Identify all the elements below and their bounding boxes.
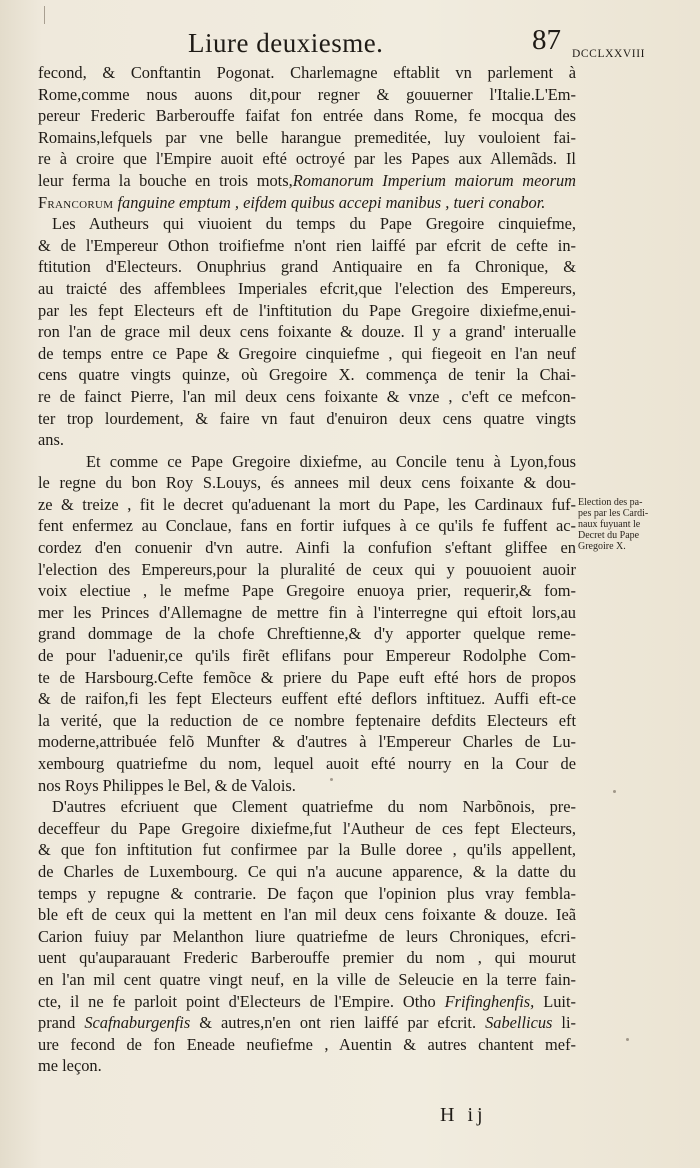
text-line (38, 1034, 576, 1056)
text-run: au traicté des affemblees Imperiales efcrit,que l'election des Empereurs, (38, 278, 576, 298)
text-run: & de raifon,fi les fept Electeurs euffent efté deflors inftituez. Auffi eft-ce (38, 689, 576, 709)
marginal-note-line: naux fuyuant le (578, 519, 641, 530)
body-text (38, 62, 576, 1077)
text-run: ron l'an de grace mil deux cens foixante & douze. Il y a grand' interualle (38, 322, 576, 342)
text-line (38, 148, 576, 170)
text-line (38, 515, 576, 537)
text-run: ure fecond de fon Eneade neufiefme , Auentin & autres chantent mef- (38, 1034, 576, 1054)
text-run: pereur Frederic Barberouffe faifat fon entrée dans Rome, fe mocqua des (38, 106, 576, 126)
text-run: Carion fuiuy par Melanthon liure quatriefme de leurs Chroniques, efcri- (38, 926, 576, 946)
italic-text: Scafnaburgenfis (84, 1013, 191, 1033)
text-line (38, 667, 576, 689)
text-run: leur ferma la bouche en trois mots, (38, 170, 293, 190)
text-line (38, 84, 576, 106)
text-line (38, 969, 576, 991)
text-line (38, 688, 576, 710)
small-caps-text: Francorum (38, 192, 114, 212)
text-line (38, 256, 576, 278)
text-line (38, 731, 576, 753)
text-run: ftitution d'Electeurs. Onuphrius grand Antiquaire en fa Chronique, & (38, 257, 576, 277)
text-line (38, 1012, 576, 1034)
text-run: mer les Princes d'Allemagne de mettre fin à l'interregne qui eftoit lors,au (38, 602, 576, 622)
text-line (38, 451, 576, 473)
marginal-note (578, 497, 688, 552)
text-line (38, 127, 576, 149)
text-line (38, 861, 576, 883)
text-line (38, 623, 576, 645)
ink-speck (330, 778, 333, 781)
text-run: le regne du bon Roy S.Louys, és annees mil deux cens foixante & dou- (38, 473, 576, 493)
page-number: 87 (532, 24, 561, 56)
text-run: D'autres efcriuent que Clement quatriefme du nom Narbõnois, pre- (52, 797, 576, 817)
text-line (38, 602, 576, 624)
text-run: & que fon inftitution fut confirmee par la Bulle doree , qu'ils appellent, (38, 840, 576, 860)
text-run: de Charles de Luxembourg. Ce qui n'a aucune apparence, & la datte du (38, 861, 576, 881)
text-line (38, 300, 576, 322)
signature-mark: H ij (440, 1104, 487, 1126)
text-run: ter trop lourdement, & faire vn faut d'enuiron deux cens quatre vingts (38, 408, 576, 428)
paragraph (38, 796, 576, 1077)
italic-text: fanguine emptum , eifdem quibus accepi manibus , tueri conabor. (113, 192, 546, 212)
text-run: prand (38, 1013, 85, 1033)
text-line (38, 753, 576, 775)
text-line (38, 818, 576, 840)
text-run: fecond, & Conftantin Pogonat. Charlemagne eftablit vn parlement à (38, 63, 576, 82)
text-line (38, 213, 576, 235)
text-line (38, 192, 576, 214)
text-line (38, 775, 576, 797)
italic-text: Romanorum Imperium maiorum meorum (292, 170, 576, 190)
marginal-note-line: Election des pa- (578, 497, 643, 508)
paragraph (38, 451, 576, 797)
text-line (38, 494, 576, 516)
text-line (38, 796, 576, 818)
text-line (38, 947, 576, 969)
italic-text: Frifinghenfis, (444, 991, 535, 1011)
text-run: ans. (38, 430, 64, 450)
text-line (38, 429, 576, 451)
text-line (38, 105, 576, 127)
paragraph (38, 62, 576, 213)
text-run: moderne,attribuée felõ Munfter & d'autres à l'Empereur Charles de Lu- (38, 732, 576, 752)
page-edge-mark (44, 6, 45, 24)
ink-speck (613, 790, 616, 793)
text-run: Rome,comme nous auons dit,pour regner & gouuerner l'Italie.L'Em- (38, 84, 576, 104)
text-line (38, 883, 576, 905)
text-run: grand dommage de la chofe Chreftienne,& d'y apporter quelque reme- (38, 624, 576, 644)
text-line (38, 62, 576, 84)
text-run: l'election des Empereurs,pour la pluralité de ceux qui y pouuoient auoir (38, 559, 576, 579)
text-line (38, 710, 576, 732)
ink-speck (626, 1038, 629, 1041)
text-run: Luit- (534, 991, 576, 1011)
text-run: & autres,n'en ont rien laiffé par efcrit. (190, 1013, 486, 1033)
text-run: cens quatre vingts quinze, où Gregoire X. commença de tenir la Chai- (38, 365, 576, 385)
marginal-note-line: Decret du Pape (578, 530, 640, 541)
text-line (38, 580, 576, 602)
text-line (38, 839, 576, 861)
text-line (38, 364, 576, 386)
italic-text: Sabellicus (485, 1013, 553, 1033)
page-header (0, 26, 700, 66)
text-line (38, 321, 576, 343)
text-line (38, 472, 576, 494)
text-run: re à croire que l'Empire auoit efté octroyé par les Papes aux Allemãds. Il (38, 149, 576, 169)
text-run: me leçon. (38, 1056, 102, 1076)
text-line (38, 645, 576, 667)
text-line (38, 408, 576, 430)
text-run: la verité, que la reduction de ce nombre feptenaire defdits Electeurs eft (38, 710, 576, 730)
running-title: Liure deuxiesme. (188, 28, 384, 58)
text-line (38, 926, 576, 948)
text-line (38, 278, 576, 300)
text-run: Les Autheurs qui viuoient du temps du Pape Gregoire cinquiefme, (52, 214, 576, 234)
text-line (38, 537, 576, 559)
text-run: te de Harsbourg.Cefte femõce & priere du Pape euft efté hors de propos (38, 667, 576, 687)
text-line (38, 559, 576, 581)
text-run: cordez d'en conuenir d'vn autre. Ainfi la confufion s'eftant gliffee en (38, 538, 576, 558)
text-run: fent enfermez au Conclaue, fans en fortir iufques à ce qu'ils fe fuffent ac- (38, 516, 576, 536)
marginal-note-line: Gregoire X. (578, 541, 626, 552)
text-line (38, 386, 576, 408)
text-run: ble eft de ceux qui la mettent en l'an mil deux cens foixante & douze. Ieã (38, 905, 576, 925)
text-line (38, 991, 576, 1013)
text-run: & de l'Empereur Othon troifiefme n'ont rien laiffé par efcrit de cefte in- (38, 235, 576, 255)
text-line (38, 170, 576, 192)
text-line (38, 235, 576, 257)
text-run: voix electiue , le mefme Pape Gregoire enuoya prier, requerir,& fom- (38, 581, 576, 601)
text-run: Romains,lefquels par vne belle harangue premeditée, luy vouloient fai- (38, 127, 576, 147)
text-run: ze & treize , fit le decret qu'aduenant la mort du Pape, les Cardinaux fuf- (38, 494, 576, 514)
marginal-note-line: pes par les Cardi- (578, 508, 649, 519)
text-run: par les fept Electeurs eft de l'inftitution du Pape Gregoire dixiefme,enui- (38, 300, 576, 320)
text-line (38, 1055, 576, 1077)
text-run: nos Roys Philippes le Bel, & de Valois. (38, 775, 296, 795)
text-run: uent qu'auparauant Frederic Barberouffe premier du nom , qui mourut (38, 948, 576, 968)
text-run: re de fainct Pierre, l'an mil deux cens foixante & vnze , c'eft ce mefcon- (38, 386, 576, 406)
text-run: xembourg quatriefme du nom, lequel auoit efté nourry en la Cour de (38, 754, 576, 773)
text-line (38, 343, 576, 365)
text-run: li- (552, 1013, 576, 1033)
text-run: de pour l'aduenir,ce qu'ils firẽt eflifans pour Empereur Rodolphe Com- (38, 646, 576, 666)
text-run: de temps entre ce Pape & Gregoire cinquiefme , qui fiegeoit en l'an neuf (38, 343, 576, 363)
leaf-number: DCCLXXVIII (572, 48, 646, 60)
text-run: deceffeur du Pape Gregoire dixiefme,fut l'Autheur de ces fept Electeurs, (38, 818, 576, 838)
text-line (38, 904, 576, 926)
text-run: en l'an mil cent quatre vingt neuf, en la ville de Seleucie en la terre fain- (38, 969, 576, 989)
text-run: cte, il ne fe parloit point d'Electeurs de l'Empire. Otho (38, 991, 445, 1011)
text-run: temps y repugne & contrarie. De façon que l'opinion plus vray fembla- (38, 883, 576, 903)
text-run: Et comme ce Pape Gregoire dixiefme, au Concile tenu à Lyon,fous (86, 451, 576, 471)
paragraph (38, 213, 576, 451)
